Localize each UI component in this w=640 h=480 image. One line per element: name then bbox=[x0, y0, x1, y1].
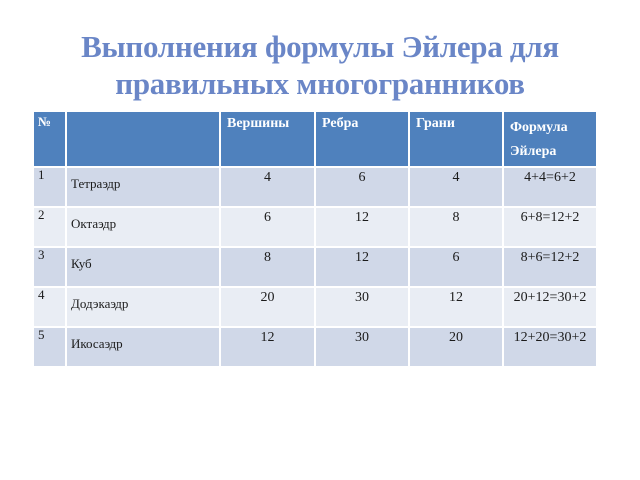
table-row bbox=[33, 287, 597, 327]
slide-title bbox=[0, 28, 640, 102]
header-edges: Ребра bbox=[315, 111, 409, 167]
header-name bbox=[66, 111, 220, 167]
edges-cell: 30 bbox=[315, 327, 409, 367]
table-row bbox=[33, 327, 597, 367]
polyhedron-name: Додэкаэдр bbox=[66, 287, 220, 327]
euler-table bbox=[32, 110, 598, 368]
faces-cell: 8 bbox=[409, 207, 503, 247]
vertices-cell: 8 bbox=[220, 247, 315, 287]
faces-cell: 6 bbox=[409, 247, 503, 287]
polyhedron-name: Тетраэдр bbox=[66, 167, 220, 207]
faces-cell: 12 bbox=[409, 287, 503, 327]
header-vertices: Вершины bbox=[220, 111, 315, 167]
vertices-cell: 12 bbox=[220, 327, 315, 367]
formula-cell: 6+8=12+2 bbox=[503, 207, 597, 247]
vertices-cell: 6 bbox=[220, 207, 315, 247]
row-number: 4 bbox=[33, 287, 66, 327]
vertices-cell: 4 bbox=[220, 167, 315, 207]
polyhedron-name: Октаэдр bbox=[66, 207, 220, 247]
edges-cell: 12 bbox=[315, 207, 409, 247]
row-number: 2 bbox=[33, 207, 66, 247]
header-faces: Грани bbox=[409, 111, 503, 167]
formula-cell: 12+20=30+2 bbox=[503, 327, 597, 367]
formula-cell: 4+4=6+2 bbox=[503, 167, 597, 207]
table-row bbox=[33, 207, 597, 247]
slide-title-line-2: правильных многогранников bbox=[115, 66, 525, 101]
table-row bbox=[33, 247, 597, 287]
row-number: 5 bbox=[33, 327, 66, 367]
polyhedron-name: Икосаэдр bbox=[66, 327, 220, 367]
header-row bbox=[33, 111, 597, 167]
table-header bbox=[33, 111, 597, 167]
table-body bbox=[33, 167, 597, 367]
edges-cell: 30 bbox=[315, 287, 409, 327]
slide-title-line-1: Выполнения формулы Эйлера для bbox=[81, 29, 559, 64]
polyhedron-name: Куб bbox=[66, 247, 220, 287]
formula-cell: 20+12=30+2 bbox=[503, 287, 597, 327]
table-row bbox=[33, 167, 597, 207]
row-number: 1 bbox=[33, 167, 66, 207]
edges-cell: 12 bbox=[315, 247, 409, 287]
faces-cell: 4 bbox=[409, 167, 503, 207]
header-formula: Формула Эйлера bbox=[503, 111, 597, 167]
header-number: № bbox=[33, 111, 66, 167]
vertices-cell: 20 bbox=[220, 287, 315, 327]
edges-cell: 6 bbox=[315, 167, 409, 207]
faces-cell: 20 bbox=[409, 327, 503, 367]
row-number: 3 bbox=[33, 247, 66, 287]
formula-cell: 8+6=12+2 bbox=[503, 247, 597, 287]
